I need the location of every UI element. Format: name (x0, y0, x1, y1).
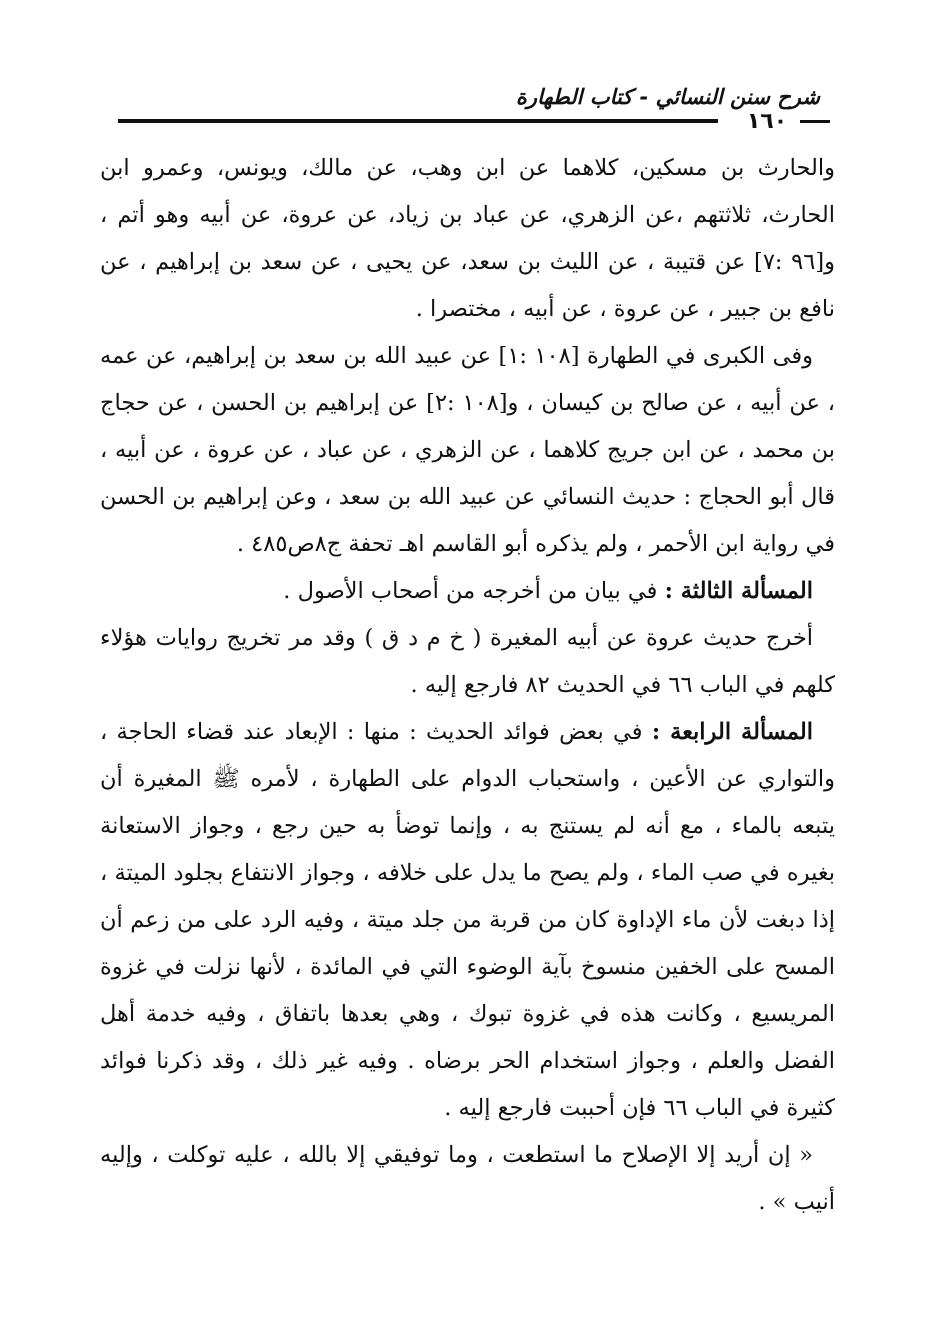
issue-3-label: المسألة الثالثة : (664, 578, 813, 604)
header-rule-short (800, 120, 830, 123)
paragraph-4-text: أخرج حديث عروة عن أبيه المغيرة ( خ م د ق ) وقد مر تخريج روايات هؤلاء كلهم في الباب ٦٦ في الحديث ٨٢ فارجع إليه . (100, 625, 835, 698)
header-rule (118, 109, 830, 136)
paragraph-4 (100, 615, 835, 709)
issue-4-label: المسألة الرابعة : (651, 719, 814, 745)
header-rule-long (118, 119, 718, 123)
body-text (100, 145, 835, 1226)
paragraph-3 (100, 568, 835, 615)
paragraph-5-text: في بعض فوائد الحديث : منها : الإبعاد عند قضاء الحاجة ، والتواري عن الأعين ، واستحباب الدوام على الطهارة ، لأمره ﷺ المغيرة أن يتبعه بالماء ، مع أنه لم يستنج به ، وإنما توضأ به حين رجع ، وجواز الاستعانة بغيره في صب الماء ، ولم يصح ما يدل على خلافه ، وجواز الانتفاع بجلود الميتة ، إذا دبغت لأن ماء الإداوة كان من قربة من جلد ميتة ، وفيه الرد على من زعم أن المسح على الخفين منسوخ بآية الوضوء التي في المائدة ، لأنها نزلت في غزوة المريسيع ، وكانت هذه في غزوة تبوك ، وهي بعدها باتفاق ، وفيه خدمة أهل الفضل والعلم ، وجواز استخدام الحر برضاه . وفيه غير ذلك ، وقد ذكرنا فوائد كثيرة في الباب ٦٦ فإن أحببت فارجع إليه . (100, 719, 835, 1121)
paragraph-3-text: في بيان من أخرجه من أصحاب الأصول . (283, 578, 658, 604)
paragraph-2-text: وفى الكبرى في الطهارة [١٠٨ :١] عن عبيد الله بن سعد بن إبراهيم، عن عمه ، عن أبيه ، عن صالح بن كيسان ، و[١٠٨ :٢] عن إبراهيم بن الحسن ، عن حجاج بن محمد ، عن ابن جريج كلاهما ، عن الزهري ، عن عباد ، عن عروة ، عن أبيه ، قال أبو الحجاج : حديث النسائي عن عبيد الله بن سعد ، وعن إبراهيم بن الحسن في رواية ابن الأحمر ، ولم يذكره أبو القاسم اهـ تحفة ج٨ص٤٨٥ . (100, 343, 835, 557)
paragraph-6 (100, 1132, 835, 1226)
paragraph-2 (100, 333, 835, 568)
paragraph-1 (100, 145, 835, 333)
paragraph-1-text: والحارث بن مسكين، كلاهما عن ابن وهب، عن مالك، ويونس، وعمرو ابن الحارث، ثلاثتهم ،عن الزهري، عن عباد بن زياد، عن عروة، عن أبيه وهو أتم ، و[٩٦ :٧] عن قتيبة ، عن الليث بن سعد، عن يحيى ، عن سعد بن إبراهيم ، عن نافع بن جبير ، عن عروة ، عن أبيه ، مختصرا . (100, 155, 835, 322)
paragraph-5 (100, 709, 835, 1132)
page-number: ١٦٠ (746, 109, 788, 134)
paragraph-6-text: « إن أريد إلا الإصلاح ما استطعت ، وما توفيقي إلا بالله ، عليه توكلت ، وإليه أنيب » . (100, 1142, 835, 1215)
running-header: شرح سنن النسائي - كتاب الطهارة (515, 85, 820, 109)
